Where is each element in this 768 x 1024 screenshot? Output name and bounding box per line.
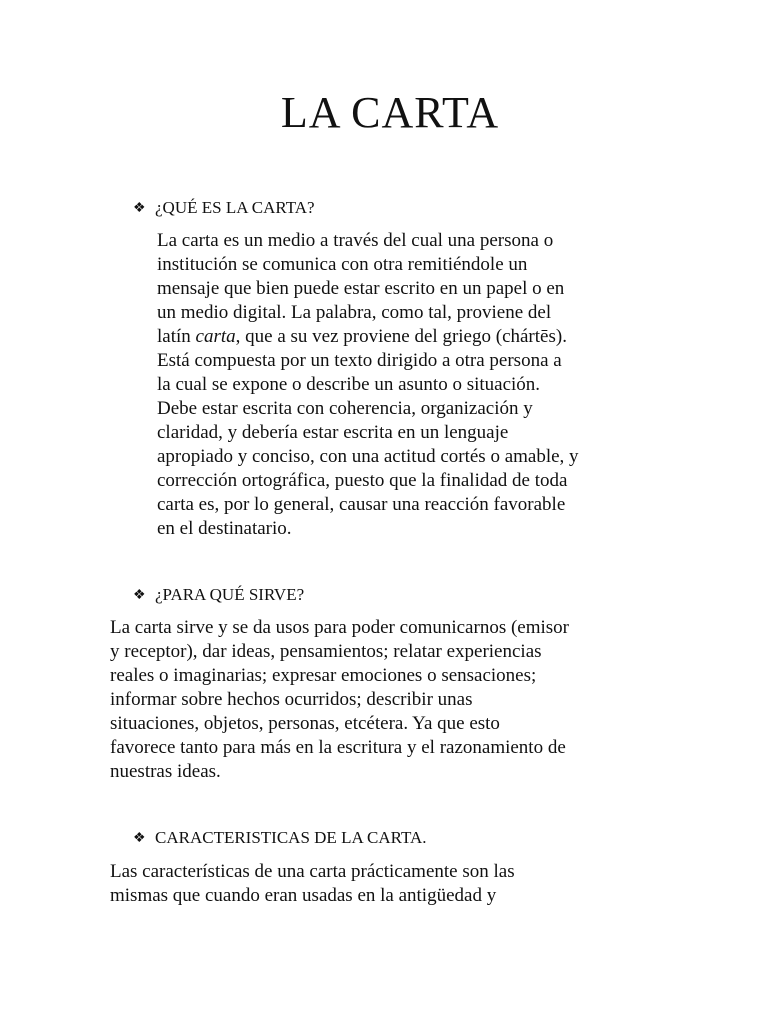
section-heading-text: ¿QUÉ ES LA CARTA? — [155, 198, 315, 217]
paragraph-line: situaciones, objetos, personas, etcétera. Ya que esto — [110, 713, 500, 734]
paragraph-line: mensaje que bien puede estar escrito en un papel o en — [157, 278, 565, 299]
section-heading-caracteristicas — [133, 828, 427, 849]
paragraph-line: Debe estar escrita con coherencia, organización y — [157, 398, 533, 419]
page-title: LA CARTA — [280, 88, 500, 137]
paragraph-line: carta es, por lo general, causar una reacción favorable — [157, 494, 566, 515]
paragraph-line: corrección ortográfica, puesto que la finalidad de toda — [157, 470, 568, 491]
section-heading-que-es — [133, 198, 315, 219]
paragraph-line: favorece tanto para más en la escritura y el razonamiento de — [110, 737, 566, 758]
line-segment: , que a su vez proviene del griego (chártēs). — [235, 326, 567, 347]
paragraph-line: y receptor), dar ideas, pensamientos; relatar experiencias — [110, 641, 542, 662]
section-paragraph-caracteristicas — [110, 860, 670, 908]
paragraph-line: en el destinatario. — [157, 518, 292, 539]
section-heading-para-que-sirve — [133, 585, 304, 606]
paragraph-line: apropiado y conciso, con una actitud cortés o amable, y — [157, 446, 579, 467]
section-paragraph-para-que-sirve — [110, 616, 670, 784]
diamond-bullet-icon: ❖ — [133, 201, 146, 216]
diamond-bullet-icon: ❖ — [133, 831, 146, 846]
paragraph-line: un medio digital. La palabra, como tal, proviene del — [157, 302, 552, 323]
paragraph-line — [157, 325, 667, 349]
paragraph-line: institución se comunica con otra remitiéndole un — [157, 254, 528, 275]
paragraph-line: La carta es un medio a través del cual una persona o — [157, 230, 554, 251]
line-segment: latín — [157, 326, 196, 347]
section-heading-text: CARACTERISTICAS DE LA CARTA. — [155, 828, 427, 847]
paragraph-line: claridad, y debería estar escrita en un lenguaje — [157, 422, 509, 443]
paragraph-line: Las características de una carta prácticamente son las — [110, 861, 515, 882]
paragraph-line: nuestras ideas. — [110, 761, 221, 782]
diamond-bullet-icon: ❖ — [133, 588, 146, 603]
section-heading-text: ¿PARA QUÉ SIRVE? — [155, 585, 305, 604]
paragraph-line: La carta sirve y se da usos para poder comunicarnos (emisor — [110, 617, 569, 638]
paragraph-line: la cual se expone o describe un asunto o situación. — [157, 374, 541, 395]
section-paragraph-que-es — [157, 229, 667, 541]
paragraph-line: Está compuesta por un texto dirigido a otra persona a — [157, 350, 562, 371]
paragraph-line: mismas que cuando eran usadas en la antigüedad y — [110, 885, 497, 906]
paragraph-line: informar sobre hechos ocurridos; describir unas — [110, 689, 473, 710]
paragraph-line: reales o imaginarias; expresar emociones o sensaciones; — [110, 665, 537, 686]
italic-term: carta — [195, 326, 236, 347]
